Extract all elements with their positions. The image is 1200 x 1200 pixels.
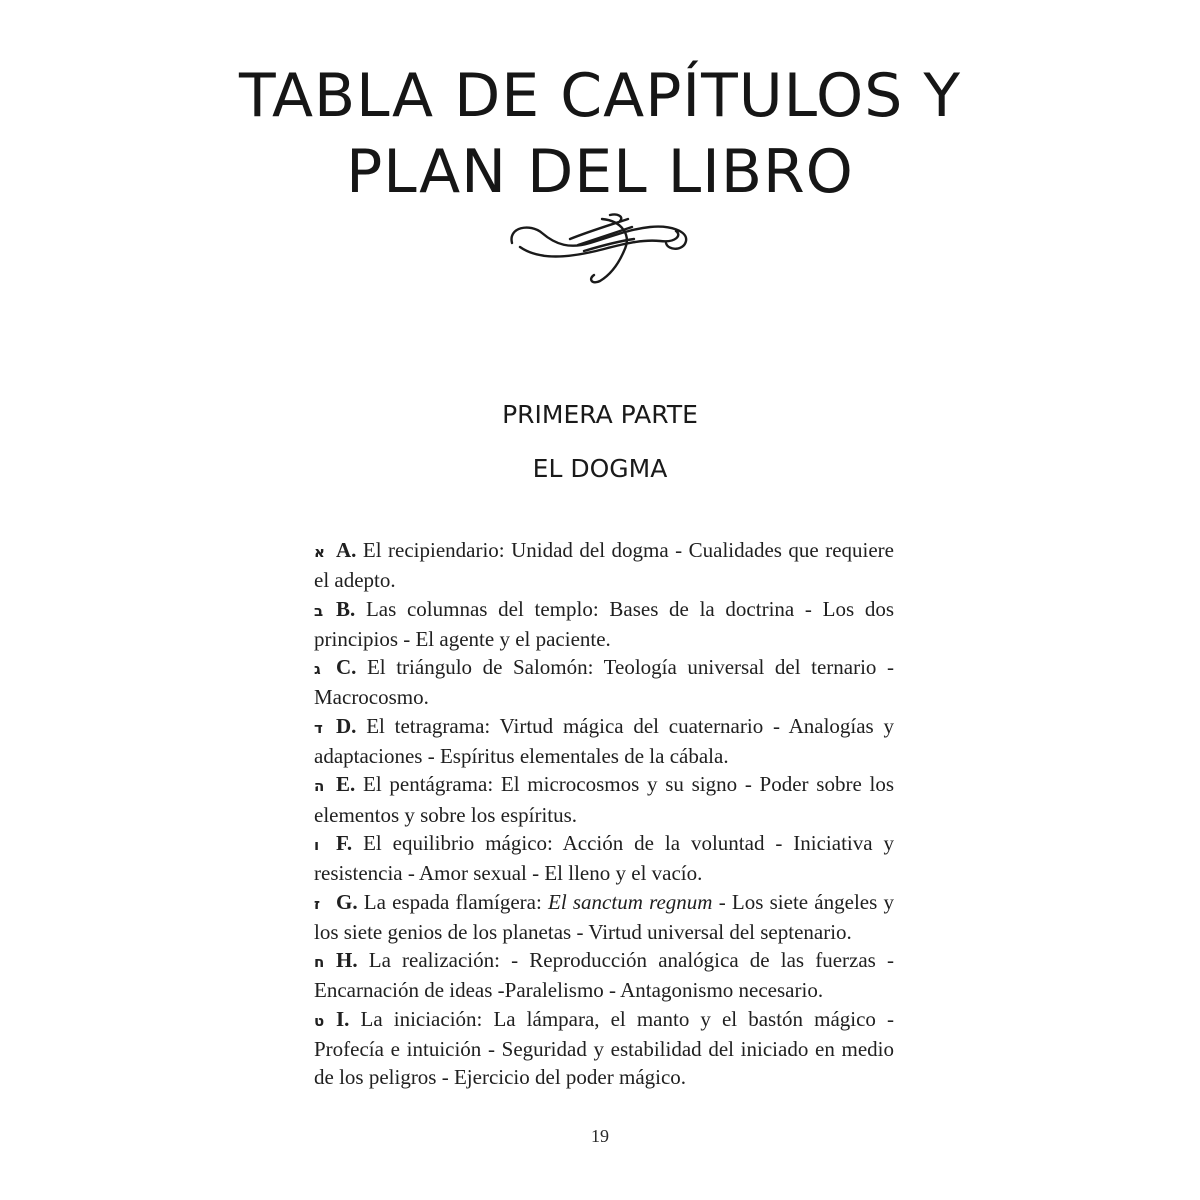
part-name: EL DOGMA (532, 454, 668, 483)
chapter-letter: I. (336, 1006, 350, 1031)
chapter-text: - Los siete ángeles y los siete genios de los planetas - Virtud universal del septenario. (314, 889, 894, 944)
chapter-entry (314, 712, 894, 771)
chapter-entry (314, 536, 894, 595)
hebrew-letter: ט (314, 1011, 325, 1030)
chapter-text: El pentágrama: El microcosmos y su signo - Poder sobre los elementos y sobre los espíritus. (314, 772, 894, 827)
chapter-letter: B. (336, 596, 356, 621)
hebrew-letter: ג (314, 660, 321, 679)
chapter-text: El equilibrio mágico: Acción de la voluntad - Iniciativa y resistencia - Amor sexual - El lleno y el vacío. (314, 830, 894, 886)
chapter-text: El recipiendario: Unidad del dogma - Cualidades que requiere el adepto. (314, 538, 894, 593)
chapter-text: El triángulo de Salomón: Teología universal del ternario - Macrocosmo. (314, 655, 894, 710)
hebrew-letter: ב (314, 601, 324, 620)
chapter-text: Las columnas del templo: Bases de la doctrina - Los dos principios - El agente y el paciente. (314, 596, 894, 651)
chapter-letter: E. (336, 772, 356, 797)
chapter-italic-text: El sanctum regnum (548, 889, 713, 914)
page-title-line-2: PLAN DEL LIBRO (346, 137, 854, 207)
chapter-entry (314, 770, 894, 829)
chapter-text: La realización: - Reproducción analógica de las fuerzas - Encarnación de ideas -Paralelismo - Antagonismo necesario. (314, 948, 894, 1003)
chapter-entry (314, 595, 894, 654)
hebrew-letter: ו (314, 835, 320, 854)
page-number: 19 (591, 1126, 609, 1146)
chapter-letter: C. (336, 655, 357, 680)
chapter-entry (314, 1005, 894, 1092)
hebrew-letter: ה (314, 777, 325, 796)
chapter-list (314, 536, 894, 1092)
page-title-line-1: TABLA DE CAPÍTULOS Y (238, 61, 961, 131)
chapter-letter: D. (336, 713, 357, 738)
hebrew-letter: ד (314, 718, 323, 737)
chapter-letter: G. (336, 889, 358, 914)
chapter-entry (314, 829, 894, 888)
chapter-entry (314, 653, 894, 712)
chapter-entry (314, 888, 894, 947)
chapter-text: La iniciación: La lámpara, el manto y el bastón mágico - Profecía e intuición - Seguridad y estabilidad del iniciado en medio de los peligros - Ejercicio del poder mágico. (314, 1006, 894, 1090)
part-label: PRIMERA PARTE (502, 400, 698, 429)
chapter-letter: F. (336, 830, 353, 855)
hebrew-letter: א (314, 543, 325, 561)
chapter-text: El tetragrama: Virtud mágica del cuaternario - Analogías y adaptaciones - Espíritus elementales de la cábala. (314, 713, 894, 769)
flourish-ornament-icon (500, 205, 700, 295)
chapter-letter: H. (336, 948, 358, 973)
hebrew-letter: ז (314, 894, 321, 913)
chapter-entry (314, 946, 894, 1005)
chapter-letter: A. (336, 538, 357, 562)
chapter-text: La espada flamígera: (357, 889, 549, 914)
hebrew-letter: ח (314, 953, 325, 972)
